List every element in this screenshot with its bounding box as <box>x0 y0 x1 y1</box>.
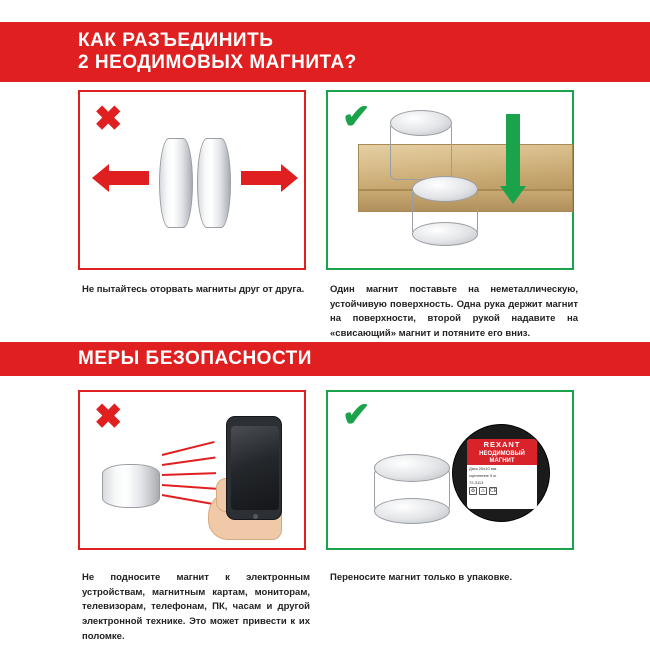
package-meta-3: 72-3113 <box>469 480 484 486</box>
warning-icon: ⚠ <box>480 488 486 495</box>
section-1-title-line-2: 2 НЕОДИМОВЫХ МАГНИТА? <box>78 52 357 73</box>
section-2-title-line-1: МЕРЫ БЕЗОПАСНОСТИ <box>78 348 312 370</box>
panel-carry-in-package <box>326 390 574 550</box>
magnet-package-bottom-face <box>374 498 450 524</box>
panel-dont-pull-apart <box>78 90 306 270</box>
magnet-package-top-face <box>374 454 450 482</box>
caption-panel-1: Не пытайтесь оторвать магниты друг от друга. <box>82 284 305 295</box>
section-1-title-line-1: КАК РАЗЪЕДИНИТЬ <box>78 30 274 52</box>
caption-panel-3: Не подносите магнит к электронным устройствам, магнитным картам, мониторам, телевизорам, телефонам, ПК, часам и другой электронной технике. Это может привести к их поломке. <box>82 572 310 642</box>
section-header-disassemble <box>0 22 650 82</box>
interference-ray-icon <box>162 456 216 465</box>
phone-screen <box>231 426 279 510</box>
magnet-disc-small <box>102 464 160 508</box>
ce-mark-icon: CE <box>490 488 497 495</box>
magnet-lower-bottom-face <box>412 222 478 246</box>
arrow-left-shaft-icon <box>109 171 149 185</box>
panel-keep-away-electronics <box>78 390 306 550</box>
package-meta-2: сцепление 9 кг <box>469 473 497 479</box>
package-label <box>467 439 537 509</box>
magnet-upper-top-face <box>390 110 452 136</box>
package-brand: REXANT <box>467 439 537 450</box>
package-product-name: НЕОДИМОВЫЙ МАГНИТ <box>467 450 537 465</box>
recycle-icon: ♻ <box>470 488 476 495</box>
arrow-right-head-icon <box>281 164 298 192</box>
section-1-title <box>0 30 357 74</box>
arrow-left-head-icon <box>92 164 109 192</box>
interference-ray-icon <box>162 484 216 490</box>
phone-home-button-icon <box>253 514 258 519</box>
check-icon: ✔ <box>342 98 371 136</box>
magnet-disc-left <box>159 138 193 228</box>
magnet-lower-top-face <box>412 176 478 202</box>
smartphone <box>226 416 282 520</box>
green-arrow-head-icon <box>500 186 526 204</box>
section-2-title <box>0 348 312 370</box>
cross-icon: ✖ <box>94 100 123 138</box>
caption-panel-2: Один магнит поставьте на неметаллическую, устойчивую поверхность. Одна рука держит магнит на поверхности, второй рукой надавите на «свисающий» магнит и потяните его вниз. <box>330 284 578 340</box>
arrow-right-shaft-icon <box>241 171 281 185</box>
interference-ray-icon <box>162 441 215 456</box>
caption-panel-4: Переносите магнит только в упаковке. <box>330 572 513 583</box>
package-meta-1: Диск 20х10 мм <box>469 466 497 472</box>
interference-ray-icon <box>162 472 216 476</box>
magnet-disc-right <box>197 138 231 228</box>
green-arrow-shaft-icon <box>506 114 520 186</box>
package-icon-row <box>467 486 537 496</box>
section-header-safety <box>0 342 650 376</box>
check-icon-2: ✔ <box>342 396 371 434</box>
product-packaging <box>452 424 550 522</box>
panel-slide-off-edge <box>326 90 574 270</box>
cross-icon-2: ✖ <box>94 398 123 436</box>
interference-ray-icon <box>162 494 216 505</box>
